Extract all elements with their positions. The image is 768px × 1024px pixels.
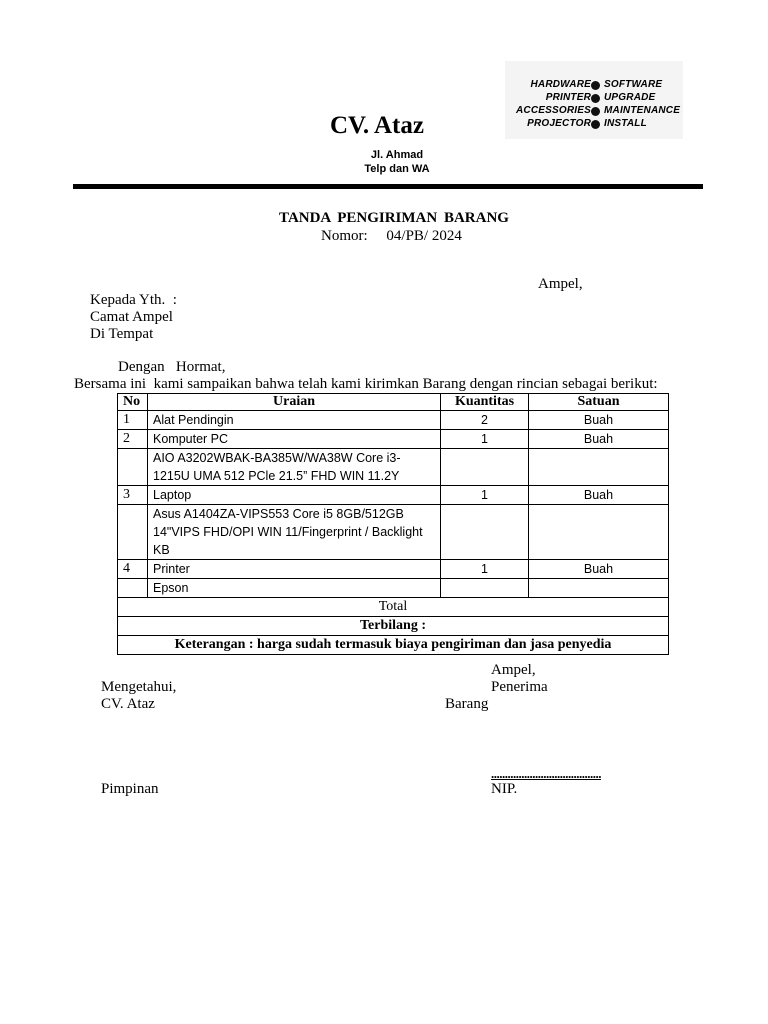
- in-words-row: [118, 617, 669, 636]
- cell-unit: Buah: [529, 486, 669, 505]
- cell-qty: [441, 449, 529, 486]
- cell-unit: Buah: [529, 560, 669, 579]
- cell-unit: Buah: [529, 430, 669, 449]
- logo-text: PROJECTOR: [527, 118, 591, 129]
- total-row: [118, 598, 669, 617]
- cell-no: 4: [118, 560, 148, 579]
- cell-unit: Buah: [529, 411, 669, 430]
- cell-item: Alat Pendingin: [148, 411, 441, 430]
- cell-no: 3: [118, 486, 148, 505]
- place-date: Ampel,: [538, 276, 583, 292]
- signature-nip: NIP.: [491, 781, 518, 797]
- note-text: Keterangan : harga sudah termasuk biaya pengiriman dan jasa penyedia: [118, 636, 669, 655]
- cell-no: [118, 505, 148, 560]
- cell-qty: 1: [441, 560, 529, 579]
- company-logo: [505, 61, 683, 139]
- cell-item: Komputer PC: [148, 430, 441, 449]
- cell-item: Laptop: [148, 486, 441, 505]
- table-row: [118, 411, 669, 430]
- company-address: Jl. Ahmad: [370, 149, 424, 161]
- signature-line: ........................................: [491, 766, 601, 781]
- logo-text: HARDWARE: [530, 79, 591, 90]
- document-number: [321, 228, 462, 245]
- signature-acknowledged: Mengetahui,: [101, 679, 177, 695]
- cell-item: Printer: [148, 560, 441, 579]
- bullet-icon: [591, 81, 600, 90]
- bullet-icon: [591, 107, 600, 116]
- cell-no: 1: [118, 411, 148, 430]
- column-header-no: No: [118, 394, 148, 411]
- column-header-qty: Kuantitas: [441, 394, 529, 411]
- cell-item: Epson: [148, 579, 441, 598]
- recipient-line: Kepada Yth. :: [90, 292, 177, 308]
- logo-text: MAINTENANCE: [604, 105, 681, 116]
- intro-text: Bersama ini kami sampaikan bahwa telah kami kirimkan Barang dengan rincian sebagai berikut:: [74, 376, 658, 392]
- signature-company: CV. Ataz: [101, 696, 155, 712]
- logo-text: SOFTWARE: [604, 79, 663, 90]
- cell-qty: 1: [441, 430, 529, 449]
- logo-text: PRINTER: [545, 92, 591, 103]
- in-words-label: Terbilang :: [118, 617, 669, 636]
- items-table: [117, 393, 669, 655]
- signature-place: Ampel,: [491, 662, 536, 678]
- table-row: [118, 486, 669, 505]
- signature-role: Pimpinan: [101, 781, 159, 797]
- cell-unit: [529, 579, 669, 598]
- company-name: CV. Ataz: [330, 112, 424, 139]
- cell-unit: [529, 449, 669, 486]
- note-row: [118, 636, 669, 655]
- cell-item: AIO A3202WBAK-BA385W/WA38W Core i3-1215U UMA 512 PCle 21.5” FHD WIN 11.2Y: [148, 449, 441, 486]
- table-row: [118, 560, 669, 579]
- table-row: [118, 505, 669, 560]
- cell-qty: 1: [441, 486, 529, 505]
- column-header-unit: Satuan: [529, 394, 669, 411]
- recipient-line: Camat Ampel: [90, 309, 173, 325]
- cell-qty: 2: [441, 411, 529, 430]
- cell-unit: [529, 505, 669, 560]
- cell-no: [118, 579, 148, 598]
- signature-receiver-cont: Barang: [445, 696, 489, 712]
- logo-text: INSTALL: [604, 118, 647, 129]
- table-row: [118, 430, 669, 449]
- cell-item: Asus A1404ZA-VIPS553 Core i5 8GB/512GB 14"VIPS FHD/OPI WIN 11/Fingerprint / Backlight KB: [148, 505, 441, 560]
- bullet-icon: [591, 94, 600, 103]
- document-number-label: Nomor:: [321, 228, 368, 244]
- column-header-item: Uraian: [148, 394, 441, 411]
- table-header-row: [118, 394, 669, 411]
- bullet-icon: [591, 120, 600, 129]
- recipient-line: Di Tempat: [90, 326, 154, 342]
- table-row: [118, 579, 669, 598]
- logo-text: UPGRADE: [604, 92, 656, 103]
- header-divider: [73, 184, 703, 189]
- company-contact: Telp dan WA: [364, 163, 430, 175]
- total-label: Total: [118, 598, 669, 617]
- cell-no: 2: [118, 430, 148, 449]
- document-number-value: 04/PB/ 2024: [386, 228, 462, 244]
- cell-no: [118, 449, 148, 486]
- logo-text: ACCESSORIES: [516, 105, 591, 116]
- table-row: [118, 449, 669, 486]
- signature-receiver: Penerima: [491, 679, 548, 695]
- document-title: TANDA PENGIRIMAN BARANG: [279, 210, 509, 226]
- cell-qty: [441, 505, 529, 560]
- cell-qty: [441, 579, 529, 598]
- greeting: Dengan Hormat,: [118, 359, 226, 375]
